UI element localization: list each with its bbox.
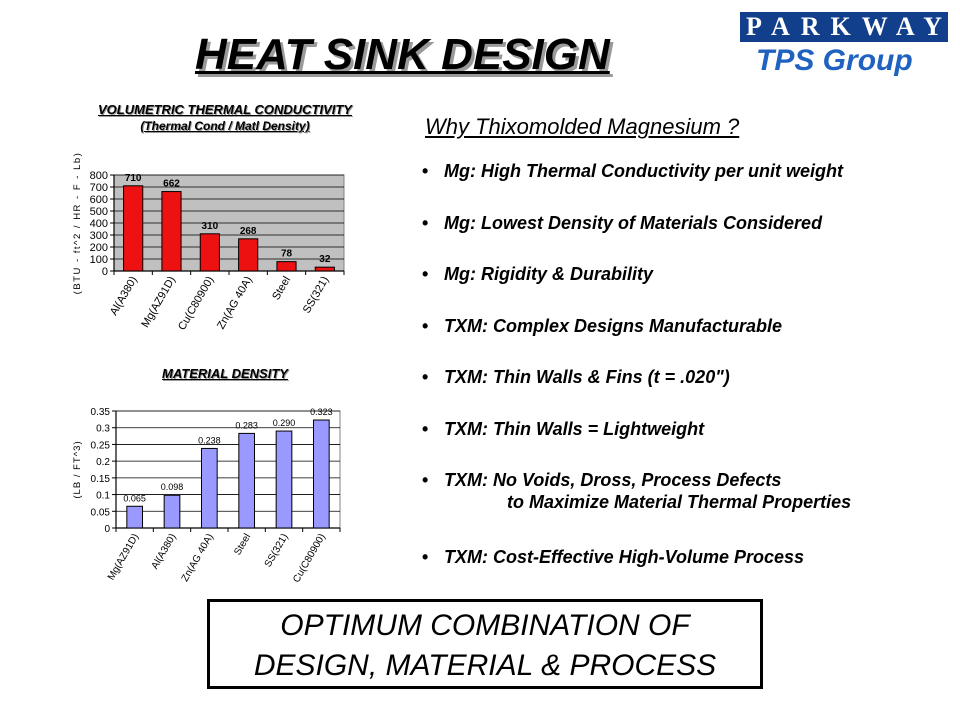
benefit-text: Mg: Rigidity & Durability bbox=[444, 264, 653, 284]
y-tick-label: 0 bbox=[104, 524, 110, 535]
y-tick-label: 0.15 bbox=[90, 473, 110, 485]
density-chart-title: MATERIAL DENSITY bbox=[162, 366, 288, 381]
y-tick-label: 800 bbox=[89, 170, 108, 182]
category-label: Al(A380) bbox=[149, 532, 179, 572]
y-tick-label: 0.25 bbox=[90, 440, 110, 452]
data-label: 0.323 bbox=[310, 407, 333, 418]
bullet-marker: • bbox=[422, 470, 429, 490]
plot-area bbox=[116, 411, 340, 528]
y-tick-label: 0 bbox=[101, 266, 108, 278]
data-label: 78 bbox=[280, 248, 293, 260]
benefit-item bbox=[422, 160, 952, 212]
conductivity-chart-subtitle: (Thermal Cond / Matl Density) bbox=[140, 119, 310, 133]
y-tick-label: 500 bbox=[89, 206, 108, 218]
data-label: 0.065 bbox=[123, 493, 146, 504]
benefit-item bbox=[422, 315, 952, 367]
y-tick-label: 200 bbox=[89, 242, 108, 254]
bar bbox=[276, 431, 292, 528]
y-tick-label: 600 bbox=[89, 194, 108, 206]
category-label: Mg(AZ91D) bbox=[139, 274, 179, 330]
bullet-marker: • bbox=[422, 161, 429, 181]
category-label: Zn(AG 40A) bbox=[215, 274, 255, 332]
page-title: HEAT SINK DESIGN bbox=[195, 30, 610, 79]
bar bbox=[239, 433, 255, 528]
density-chart bbox=[0, 0, 400, 600]
benefits-list bbox=[422, 160, 952, 598]
y-tick-label: 0.1 bbox=[96, 490, 110, 502]
y-tick-label: 0.05 bbox=[90, 507, 110, 519]
category-label: Al(A380) bbox=[107, 274, 140, 318]
bar bbox=[313, 420, 329, 528]
conclusion-box bbox=[207, 599, 763, 689]
data-label: 710 bbox=[124, 172, 142, 184]
y-axis-label: (BTU - ft^2 / HR - F - Lb) bbox=[72, 151, 83, 295]
bullet-marker: • bbox=[422, 367, 429, 387]
y-tick-label: 400 bbox=[89, 218, 108, 230]
benefit-text: TXM: No Voids, Dross, Process Defects bbox=[444, 470, 782, 490]
logo-wordmark: PARKWAY bbox=[746, 12, 954, 41]
category-label: Mg(AZ91D) bbox=[105, 532, 142, 583]
conclusion-line-1: OPTIMUM COMBINATION OF bbox=[280, 609, 690, 642]
data-label: 310 bbox=[201, 220, 219, 232]
y-tick-label: 0.35 bbox=[90, 407, 110, 418]
bullet-marker: • bbox=[422, 418, 429, 439]
benefit-item bbox=[422, 418, 952, 470]
logo-group-name: TPS Group bbox=[756, 44, 913, 77]
y-axis-label: (LB / FT^3) bbox=[72, 440, 83, 499]
benefit-item bbox=[422, 263, 952, 315]
bullet-marker: • bbox=[422, 264, 429, 284]
bullet-marker: • bbox=[422, 547, 429, 567]
y-tick-label: 700 bbox=[89, 182, 108, 194]
category-label: Cu(C80900) bbox=[176, 274, 217, 333]
benefit-item bbox=[422, 469, 952, 546]
y-tick-label: 0.3 bbox=[96, 423, 110, 435]
conclusion-line-2: DESIGN, MATERIAL & PROCESS bbox=[253, 649, 717, 682]
y-tick-label: 300 bbox=[89, 230, 108, 242]
category-label: Steel bbox=[232, 532, 254, 558]
why-heading: Why Thixomolded Magnesium ? bbox=[425, 114, 740, 139]
data-label: 662 bbox=[163, 178, 180, 190]
data-label: 0.283 bbox=[235, 420, 258, 431]
bar bbox=[201, 448, 217, 528]
bullet-marker: • bbox=[422, 315, 429, 336]
category-label: Zn(AG 40A) bbox=[179, 532, 216, 584]
benefit-item bbox=[422, 546, 952, 598]
bullet-marker: • bbox=[422, 212, 429, 233]
y-tick-label: 0.2 bbox=[96, 457, 110, 469]
category-label: SS(321) bbox=[300, 274, 332, 316]
benefit-text: TXM: Cost-Effective High-Volume Process bbox=[444, 547, 805, 567]
category-label: Steel bbox=[270, 274, 294, 303]
data-label: 32 bbox=[319, 254, 331, 266]
conductivity-chart-title: VOLUMETRIC THERMAL CONDUCTIVITY bbox=[98, 102, 352, 117]
data-label: 268 bbox=[239, 225, 257, 237]
benefit-text-continued: to Maximize Material Thermal Properties bbox=[507, 492, 852, 512]
benefit-text: TXM: Complex Designs Manufacturable bbox=[444, 315, 783, 336]
data-label: 0.238 bbox=[198, 435, 221, 446]
benefit-item bbox=[422, 212, 952, 264]
category-label: SS(321) bbox=[262, 532, 291, 570]
y-tick-label: 100 bbox=[89, 254, 108, 266]
benefit-text: Mg: Lowest Density of Materials Considered bbox=[444, 212, 823, 233]
benefit-text: TXM: Thin Walls = Lightweight bbox=[444, 418, 705, 439]
data-label: 0.098 bbox=[160, 482, 184, 493]
benefit-text: Mg: High Thermal Conductivity per unit weight bbox=[444, 161, 843, 181]
category-label: Cu(C80900) bbox=[291, 532, 328, 585]
data-label: 0.290 bbox=[272, 418, 296, 429]
bar bbox=[127, 506, 143, 528]
benefit-text: TXM: Thin Walls & Fins (t = .020") bbox=[444, 367, 730, 387]
benefit-item bbox=[422, 366, 952, 418]
bar bbox=[164, 495, 180, 528]
